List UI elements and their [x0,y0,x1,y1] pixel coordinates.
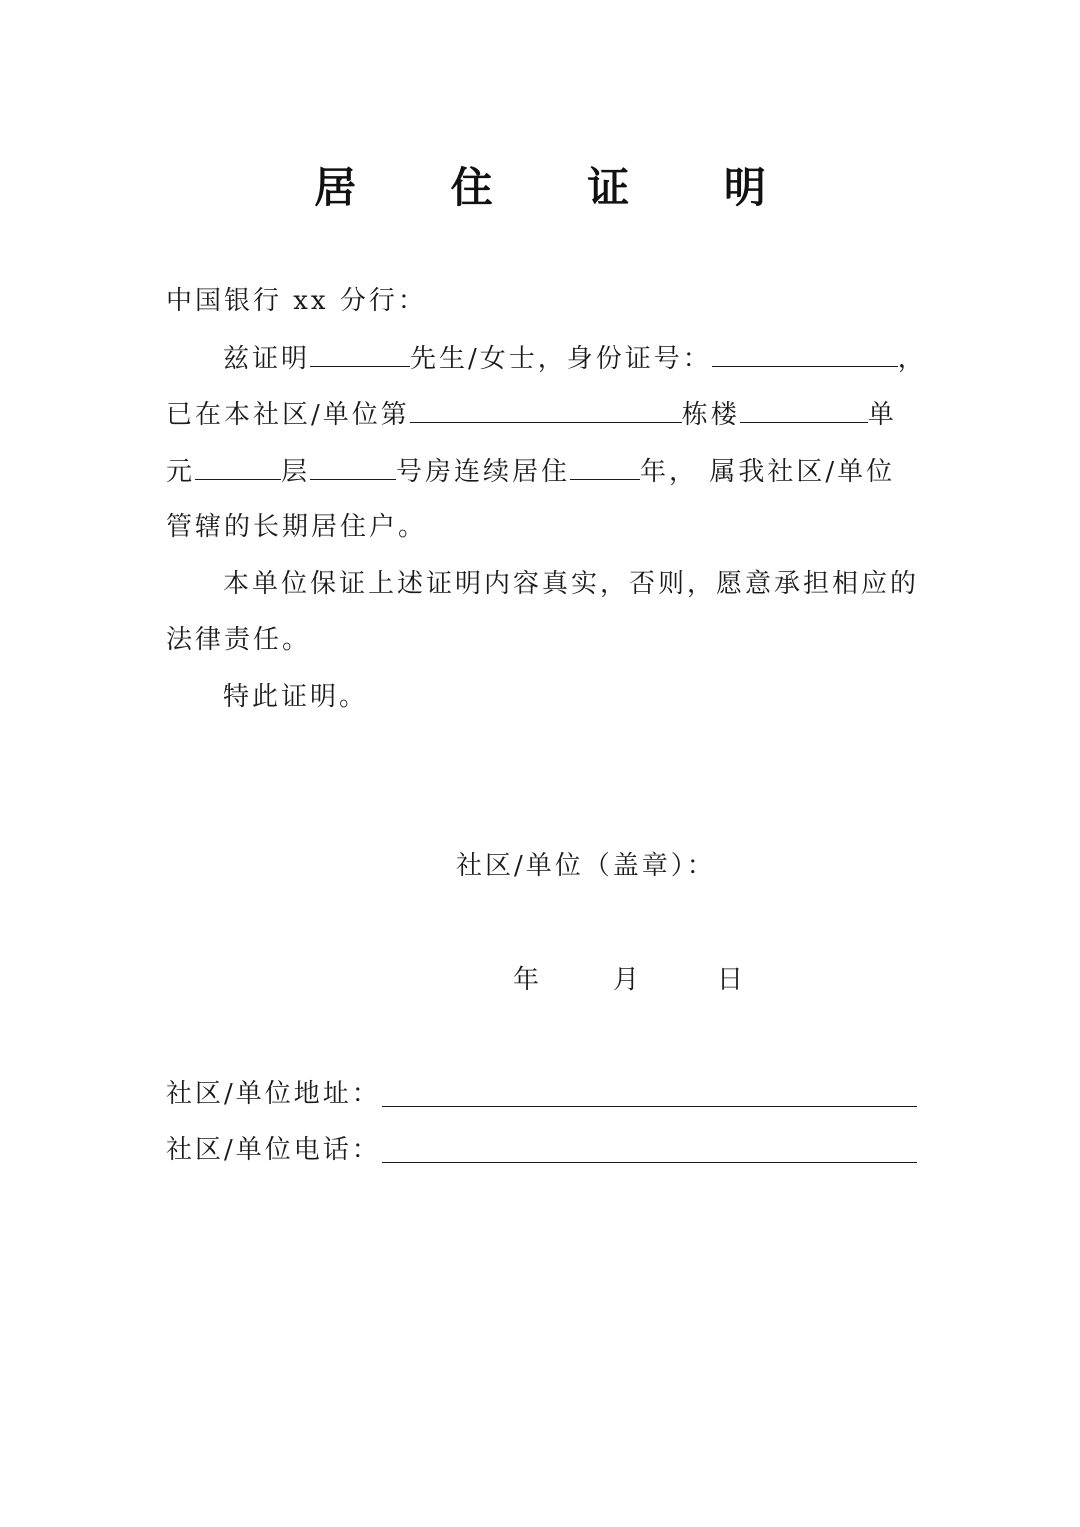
unit-label-start: 单 [867,400,897,430]
building-label: 栋楼 [681,400,740,430]
building-blank[interactable] [410,396,682,423]
phone-blank[interactable] [382,1162,917,1163]
gender-id-label: 先生/女士，身份证号： [410,344,712,374]
id-number-blank[interactable] [712,340,898,367]
body-line-6: 法律责任。 [166,625,312,655]
date-month: 月 [613,965,640,995]
room-label: 号房连续居住 [396,457,571,487]
body-line-3 [166,453,895,490]
address-blank[interactable] [382,1106,917,1107]
floor-label: 层 [281,457,311,487]
room-blank[interactable] [310,453,396,480]
belongs-label: 属我社区/单位 [709,457,896,487]
body-line-5: 本单位保证上述证明内容真实，否则，愿意承担相应的 [223,569,920,599]
body-line-2 [166,396,897,433]
unit-label-end: 元 [166,457,196,487]
document-title: 居 住 证 明 [314,163,806,212]
resided-lead: 已在本社区/单位第 [166,400,410,430]
years-blank[interactable] [570,453,640,480]
address-label: 社区/单位地址： [166,1079,381,1109]
years-label: 年， [640,457,699,487]
body-line-1 [223,340,927,377]
seal-label: 社区/单位（盖章）： [456,851,716,881]
date-day: 日 [717,965,744,995]
floor-blank[interactable] [195,453,281,480]
date-year: 年 [513,965,540,995]
unit-blank[interactable] [740,396,868,423]
addressee: 中国银行 xx 分行： [166,286,427,316]
body-line-4: 管辖的长期居住户。 [166,512,428,542]
body-line-7: 特此证明。 [223,682,369,712]
phone-label: 社区/单位电话： [166,1135,381,1165]
comma: ， [897,344,927,374]
certify-lead: 兹证明 [223,344,311,374]
name-blank[interactable] [310,340,410,367]
